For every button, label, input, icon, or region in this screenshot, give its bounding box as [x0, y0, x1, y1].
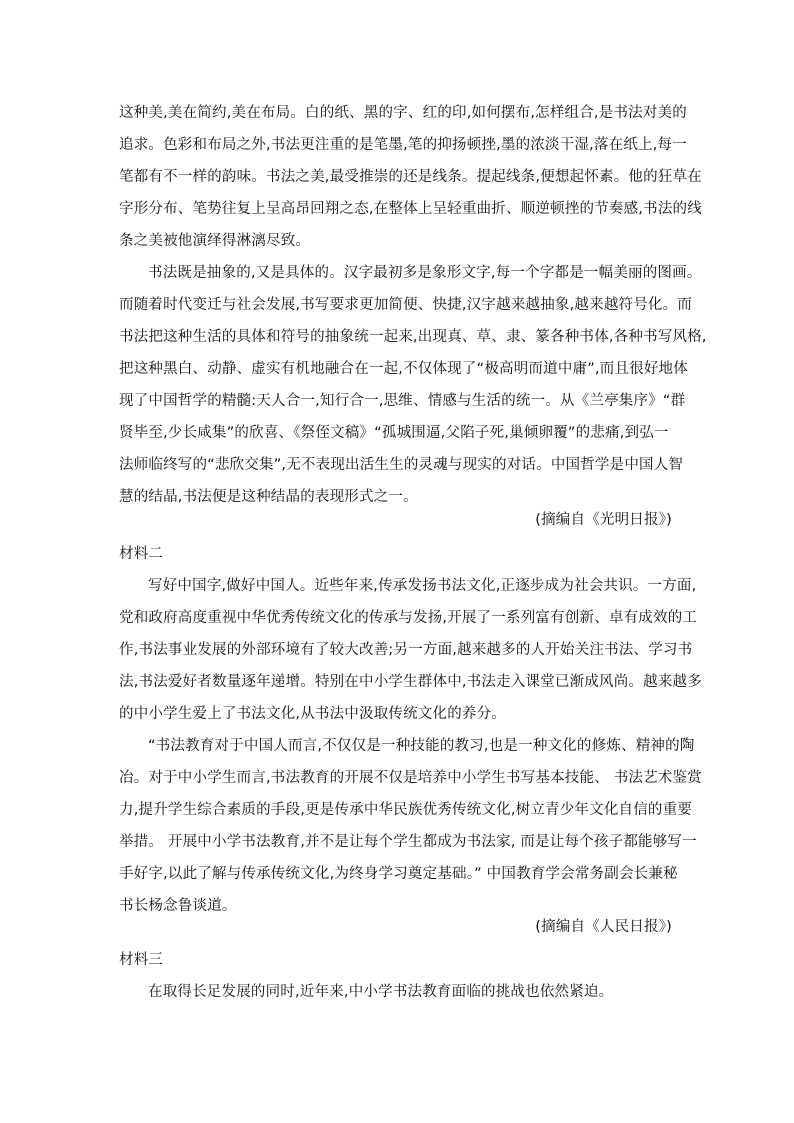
- text-line: 写好中国字,做好中国人。近些年来,传承发扬书法文化,正逐步成为社会共识。一方面,: [148, 578, 697, 594]
- text-line: 冶。对于中小学生而言,书法教育的开展不仅是培养中小学生书写基本技能、 书法艺术鉴赏: [119, 770, 702, 786]
- text-line: 书长杨念鲁谈道。: [119, 898, 237, 914]
- text-line: 在取得长足发展的同时,近年来,中小学书法教育面临的挑战也依然紧迫。: [148, 984, 614, 1000]
- text-line: 贤毕至,少长咸集”的欣喜、《祭侄文稿》“孤城围逼,父陷子死,巢倾卵覆”的悲痛,到弘一: [119, 425, 669, 441]
- text-line: 手好字,以此了解与传承传统文化,为终身学习奠定基础。” 中国教育学会常务副会长兼秘: [119, 866, 678, 882]
- source-citation: (摘编自《人民日报》): [535, 919, 672, 935]
- text-line: 字形分布、笔势往复上呈高昂回翔之态,在整体上呈轻重曲折、顺逆顿挫的节奏感,书法的线: [119, 201, 702, 217]
- section-heading: 材料三: [119, 952, 164, 968]
- section-heading: 材料二: [119, 546, 164, 562]
- text-line: 书法把这种生活的具体和符号的抽象统一起来,出现真、草、隶、篆各种书体,各种书写风格,: [119, 329, 707, 345]
- text-line: 慧的结晶,书法便是这种结晶的表现形式之一。: [119, 489, 418, 505]
- text-line: 现了中国哲学的精髓:天人合一,知行合一,思维、情感与生活的统一。从《兰亭集序》“群: [119, 393, 686, 409]
- text-line: 作,书法事业发展的外部环境有了较大改善;另一方面,越来越多的人开始关注书法、学习书: [119, 642, 693, 658]
- text-line: 而随着时代变迁与社会发展,书写要求更加简便、快捷,汉字越来越抽象,越来越符号化。而: [119, 297, 693, 313]
- text-line: “书法教育对于中国人而言,不仅仅是一种技能的教习,也是一种文化的修炼、精神的陶: [148, 738, 695, 754]
- text-line: 条之美被他演绎得淋漓尽致。: [119, 233, 311, 249]
- text-line: 法师临终写的“悲欣交集”,无不表现出活生生的灵魂与现实的对话。中国哲学是中国人智: [119, 457, 684, 473]
- text-line: 笔都有不一样的韵味。书法之美,最受推崇的还是线条。提起线条,便想起怀素。他的狂草在: [119, 169, 702, 185]
- text-line: 这种美,美在简约,美在布局。白的纸、黑的字、红的印,如何摆布,怎样组合,是书法对美的: [119, 105, 687, 121]
- text-line: 举措。 开展中小学书法教育,并不是让每个学生都成为书法家, 而是让每个孩子都能够写一: [119, 834, 697, 850]
- text-line: 追求。色彩和布局之外,书法更注重的是笔墨,笔的抑扬顿挫,墨的浓淡干湿,落在纸上,每一: [119, 137, 687, 153]
- text-line: 书法既是抽象的,又是具体的。汉字最初多是象形文字,每一个字都是一幅美丽的图画。: [148, 265, 702, 281]
- text-line: 的中小学生爱上了书法文化,从书法中汲取传统文化的养分。: [119, 706, 507, 722]
- text-line: 把这种黑白、动静、虚实有机地融合在一起,不仅体现了“极高明而道中庸”,而且很好地体: [119, 361, 688, 377]
- source-citation: (摘编自《光明日报》): [535, 512, 672, 528]
- text-line: 党和政府高度重视中华优秀传统文化的传承与发扬,开展了一系列富有创新、卓有成效的工: [119, 610, 698, 626]
- text-line: 力,提升学生综合素质的手段,更是传承中华民族优秀传统文化,树立青少年文化自信的重要: [119, 802, 693, 818]
- text-line: 法,书法爱好者数量逐年递增。特别在中小学生群体中,书法走入课堂已渐成风尚。越来越多: [119, 674, 702, 690]
